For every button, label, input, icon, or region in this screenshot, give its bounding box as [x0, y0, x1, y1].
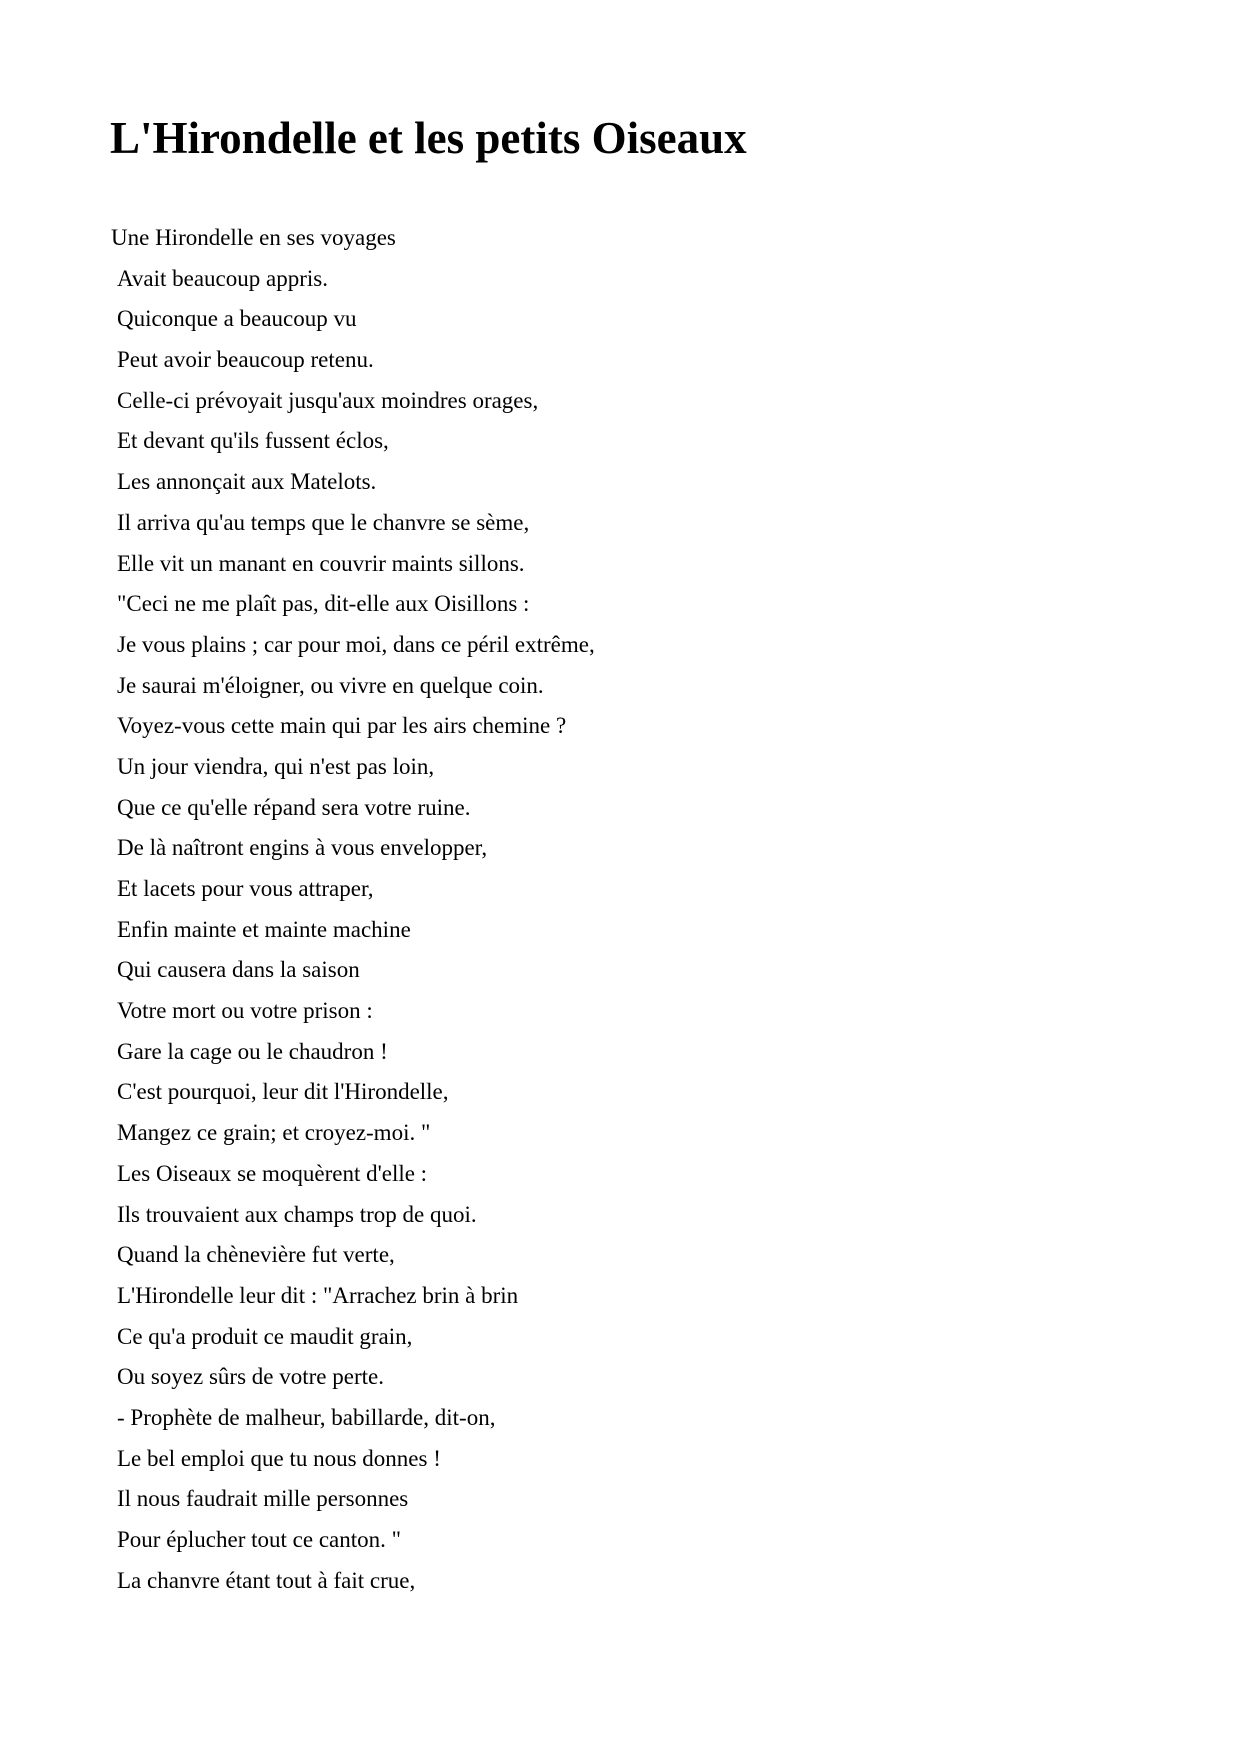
poem-line: Le bel emploi que tu nous donnes !	[117, 1445, 441, 1471]
poem-line: Votre mort ou votre prison :	[117, 998, 373, 1024]
poem-line: Gare la cage ou le chaudron !	[117, 1038, 388, 1064]
poem-line: Une Hirondelle en ses voyages	[111, 225, 396, 250]
poem-line: Avait beaucoup appris.	[117, 265, 328, 291]
poem-line: Et devant qu'ils fussent éclos,	[117, 428, 389, 454]
poem-line: Peut avoir beaucoup retenu.	[117, 347, 374, 373]
poem-body	[111, 218, 595, 1601]
poem-line: Mangez ce grain; et croyez-moi. "	[117, 1120, 431, 1146]
poem-line: Ou soyez sûrs de votre perte.	[117, 1364, 384, 1390]
poem-line: Pour éplucher tout ce canton. "	[117, 1527, 402, 1552]
poem-line: - Prophète de malheur, babillarde, dit-on,	[117, 1404, 496, 1430]
poem-line: Voyez-vous cette main qui par les airs chemine ?	[117, 713, 567, 739]
poem-line: Enfin mainte et mainte machine	[117, 916, 411, 942]
poem-line: Quand la chènevière fut verte,	[117, 1242, 395, 1268]
poem-line: Qui causera dans la saison	[117, 957, 360, 983]
poem-line: La chanvre étant tout à fait crue,	[117, 1567, 416, 1593]
poem-line: Les annonçait aux Matelots.	[117, 469, 377, 495]
poem-line: Les Oiseaux se moquèrent d'elle :	[117, 1160, 428, 1186]
poem-line: Je saurai m'éloigner, ou vivre en quelque coin.	[117, 672, 544, 698]
poem-line: Il arriva qu'au temps que le chanvre se sème,	[117, 509, 530, 535]
poem-line: Et lacets pour vous attraper,	[117, 876, 374, 901]
poem-line: De là naîtront engins à vous envelopper,	[117, 835, 488, 861]
poem-line: Elle vit un manant en couvrir maints sillons.	[117, 550, 525, 576]
poem-line: L'Hirondelle leur dit : "Arrachez brin à brin	[117, 1282, 519, 1308]
poem-line: Il nous faudrait mille personnes	[117, 1486, 409, 1512]
poem-line: Ils trouvaient aux champs trop de quoi.	[117, 1201, 477, 1227]
poem-line: Quiconque a beaucoup vu	[117, 306, 357, 332]
poem-line: Je vous plains ; car pour moi, dans ce péril extrême,	[117, 631, 595, 657]
poem-line: Celle-ci prévoyait jusqu'aux moindres orages,	[117, 387, 539, 413]
poem-line: Que ce qu'elle répand sera votre ruine.	[117, 794, 471, 820]
poem-line: C'est pourquoi, leur dit l'Hirondelle,	[117, 1079, 449, 1105]
page-title: L'Hirondelle et les petits Oiseaux	[110, 113, 747, 163]
poem-line: Un jour viendra, qui n'est pas loin,	[117, 753, 435, 779]
poem-line: Ce qu'a produit ce maudit grain,	[117, 1323, 413, 1349]
poem-line: "Ceci ne me plaît pas, dit-elle aux Oisillons :	[117, 591, 530, 617]
